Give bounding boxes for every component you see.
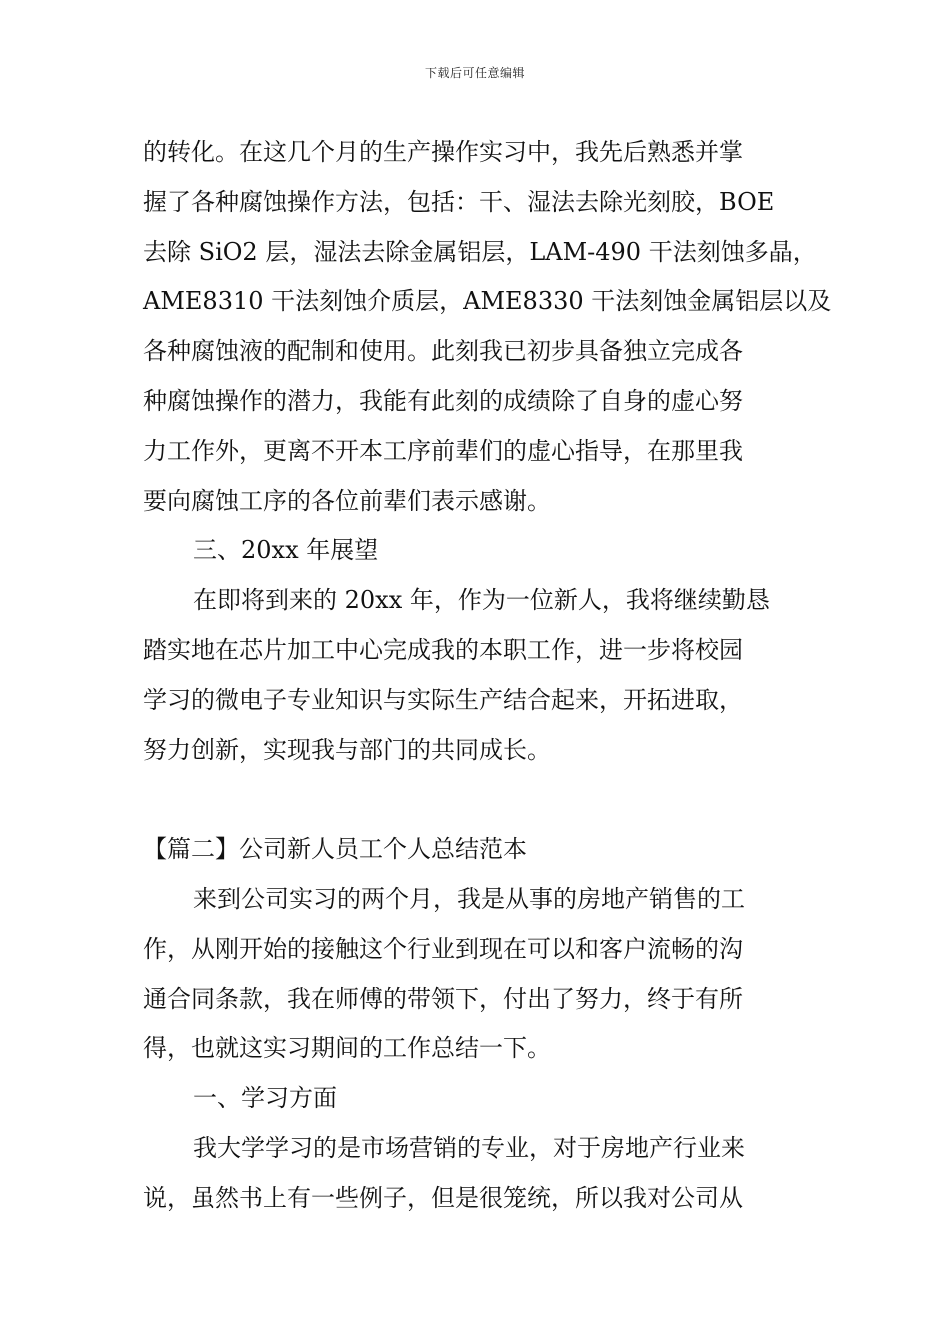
text-line: 种腐蚀操作的潜力，我能有此刻的成绩除了自身的虚心努 [143,386,743,415]
text-line: 要向腐蚀工序的各位前辈们表示感谢。 [143,486,551,515]
text-line: 作，从刚开始的接触这个行业到现在可以和客户流畅的沟 [143,934,743,963]
text-line: 去除 SiO2 层，湿法去除金属铝层，LAM-490 干法刻蚀多晶， [143,237,817,266]
text-line: 得，也就这实习期间的工作总结一下。 [143,1034,551,1063]
text-line: 努力创新，实现我与部门的共同成长。 [143,735,551,764]
text-line: 【篇二】公司新人员工个人总结范本 [143,835,527,864]
text-line: 通合同条款，我在师傅的带领下，付出了努力，终于有所 [143,984,743,1013]
text-line: 学习的微电子专业知识与实际生产结合起来，开拓进取， [143,685,743,714]
text-line: 的转化。在这几个月的生产操作实习中，我先后熟悉并掌 [143,138,743,166]
document-body [143,128,833,1224]
text-line: 力工作外，更离不开本工序前辈们的虚心指导，在那里我 [143,436,743,465]
text-line: 来到公司实习的两个月，我是从事的房地产销售的工 [193,884,745,913]
page-header: 下载后可任意编辑 [424,66,525,80]
text-line: 三、20xx 年展望 [193,536,379,565]
text-line: AME8310 干法刻蚀介质层，AME8330 干法刻蚀金属铝层以及 [143,287,832,316]
text-line: 说，虽然书上有一些例子，但是很笼统，所以我对公司从 [143,1183,743,1212]
paragraph-gap [143,775,833,825]
text-line: 一、学习方面 [193,1084,337,1113]
text-line: 各种腐蚀液的配制和使用。此刻我已初步具备独立完成各 [143,337,743,366]
text-line: 踏实地在芯片加工中心完成我的本职工作，进一步将校园 [143,635,743,664]
text-line: 握了各种腐蚀操作方法，包括：干、湿法去除光刻胶，BOE [143,187,775,216]
text-line: 在即将到来的 20xx 年，作为一位新人，我将继续勤恳 [193,586,770,615]
text-line: 我大学学习的是市场营销的专业，对于房地产行业来 [193,1133,745,1162]
